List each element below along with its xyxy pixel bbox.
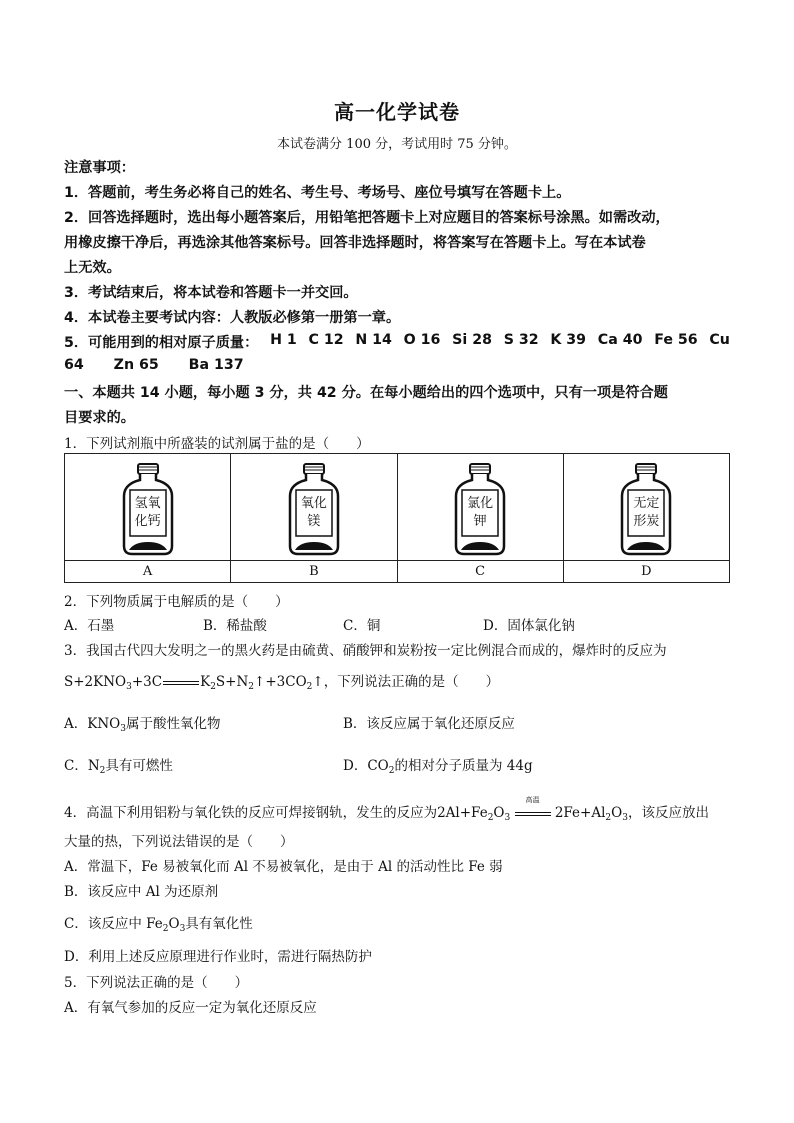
note-2-line3: 上无效。 — [64, 260, 121, 276]
bottle-label: 无定 形炭 — [633, 496, 660, 529]
q1-bottle-table — [64, 453, 730, 583]
q3-equation-line — [64, 670, 499, 692]
q3-equation: $S+2KNO_3+3C$ $K_2S+N_2↑+3CO_2↑$ — [64, 674, 324, 692]
q1-option-d[interactable]: D — [641, 564, 652, 579]
note-5-label: 5．可能用到的相对原子质量： — [64, 335, 259, 351]
q1-stem: 1．下列试剂瓶中所盛装的试剂属于盐的是（ ） — [64, 436, 370, 452]
q4-stem-line2: 大量的热，下列说法错误的是（ ） — [64, 834, 294, 850]
q4-option-a[interactable]: A．常温下，Fe 易被氧化而 Al 不易被氧化，是由于 Al 的活动性比 Fe 弱 — [64, 859, 503, 875]
reagent-bottle-icon — [120, 462, 176, 558]
q3-equation-tail: ，下列说法正确的是（ ） — [323, 674, 500, 690]
q4-condition: 高温 — [515, 805, 551, 821]
bottle-label: 氧化 镁 — [300, 496, 327, 529]
section1-intro-line1: 一、本题共 14 小题，每小题 3 分，共 42 分。在每小题给出的四个选项中，只有一项是符合题 — [64, 385, 668, 401]
page-title: 高一化学试卷 — [334, 100, 460, 124]
q2-option-b[interactable]: B．稀盐酸 — [203, 618, 267, 634]
note-2-line2: 用橡皮擦干净后，再选涂其他答案标号。回答非选择题时，将答案写在答题卡上。写在本试卷 — [64, 235, 646, 251]
q3-option-c[interactable]: C．$N_2$具有可燃性 — [64, 758, 173, 776]
note-1: 1．答题前，考生务必将自己的姓名、考生号、考场号、座位号填写在答题卡上。 — [64, 185, 571, 201]
section1-intro-line2: 目要求的。 — [64, 410, 135, 426]
q3-option-b[interactable]: B．该反应属于氧化还原反应 — [343, 716, 515, 732]
mass-cu-value: 64 — [64, 357, 84, 373]
q1-option-b[interactable]: B — [309, 564, 319, 579]
note-3: 3．考试结束后，将本试卷和答题卡一并交回。 — [64, 285, 358, 301]
q3-option-a[interactable]: A．$KNO_3$属于酸性氧化物 — [64, 716, 221, 734]
q1-cell-a — [65, 454, 231, 582]
mass-o: O 16 — [403, 332, 441, 348]
q2-option-c[interactable]: C．铜 — [343, 618, 381, 634]
mass-cu: Cu — [709, 332, 730, 348]
q1-option-c[interactable]: C — [475, 564, 486, 579]
q4-stem-line1: 4．高温下利用铝粉与氧化铁的反应可焊接钢轨，发生的反应为$2Al+Fe_2O_3$ 高温 $2Fe+Al_2O_3$，该反应放出 — [64, 796, 709, 823]
q4-option-d[interactable]: D．利用上述反应原理进行作业时，需进行隔热防护 — [64, 949, 372, 965]
bottle-label: 氢氧 化钙 — [134, 496, 161, 529]
atomic-mass-row-1 — [64, 332, 730, 352]
q1-option-a[interactable]: A — [142, 564, 153, 579]
q4-option-b[interactable]: B．该反应中 Al 为还原剂 — [64, 884, 219, 900]
mass-zn: Zn 65 — [113, 357, 159, 373]
note-2-line1: 2．回答选择题时，选出每小题答案后，用铅笔把答题卡上对应题目的答案标号涂黑。如需改动， — [64, 210, 670, 226]
q1-cell-c — [398, 454, 564, 582]
mass-fe: Fe 56 — [654, 332, 698, 348]
mass-s: S 32 — [503, 332, 539, 348]
bottle-label: 氯化 钾 — [467, 496, 494, 529]
exam-subtitle: 本试卷满分 100 分，考试用时 75 分钟。 — [277, 137, 517, 152]
q5-option-a[interactable]: A．有氧气参加的反应一定为氧化还原反应 — [64, 1000, 317, 1016]
q2-stem: 2．下列物质属于电解质的是（ ） — [64, 594, 289, 610]
q4-option-c[interactable]: C．该反应中 $Fe_2O_3$具有氧化性 — [64, 916, 253, 934]
mass-ca: Ca 40 — [597, 332, 643, 348]
atomic-mass-row-2 — [64, 357, 244, 373]
reagent-bottle-icon — [286, 462, 342, 558]
mass-ba: Ba 137 — [188, 357, 244, 373]
mass-h: H 1 — [270, 332, 297, 348]
q3-stem: 3．我国古代四大发明之一的黑火药是由硫黄、硝酸钾和炭粉按一定比例混合而成的，爆炸时的反应为 — [64, 643, 667, 659]
note-4: 4．本试卷主要考试内容：人教版必修第一册第一章。 — [64, 310, 401, 326]
mass-k: K 39 — [550, 332, 587, 348]
q1-cell-d — [564, 454, 729, 582]
notes-heading: 注意事项： — [64, 160, 135, 176]
mass-c: C 12 — [308, 332, 344, 348]
reagent-bottle-icon — [618, 462, 674, 558]
mass-n: N 14 — [355, 332, 392, 348]
q3-option-d[interactable]: D．$CO_2$的相对分子质量为 44g — [343, 758, 533, 776]
q5-stem: 5．下列说法正确的是（ ） — [64, 975, 249, 991]
q1-cell-b — [231, 454, 397, 582]
q2-option-a[interactable]: A．石墨 — [64, 618, 115, 634]
q2-option-d[interactable]: D．固体氯化钠 — [483, 618, 575, 634]
reagent-bottle-icon — [452, 462, 508, 558]
mass-si: Si 28 — [452, 332, 492, 348]
